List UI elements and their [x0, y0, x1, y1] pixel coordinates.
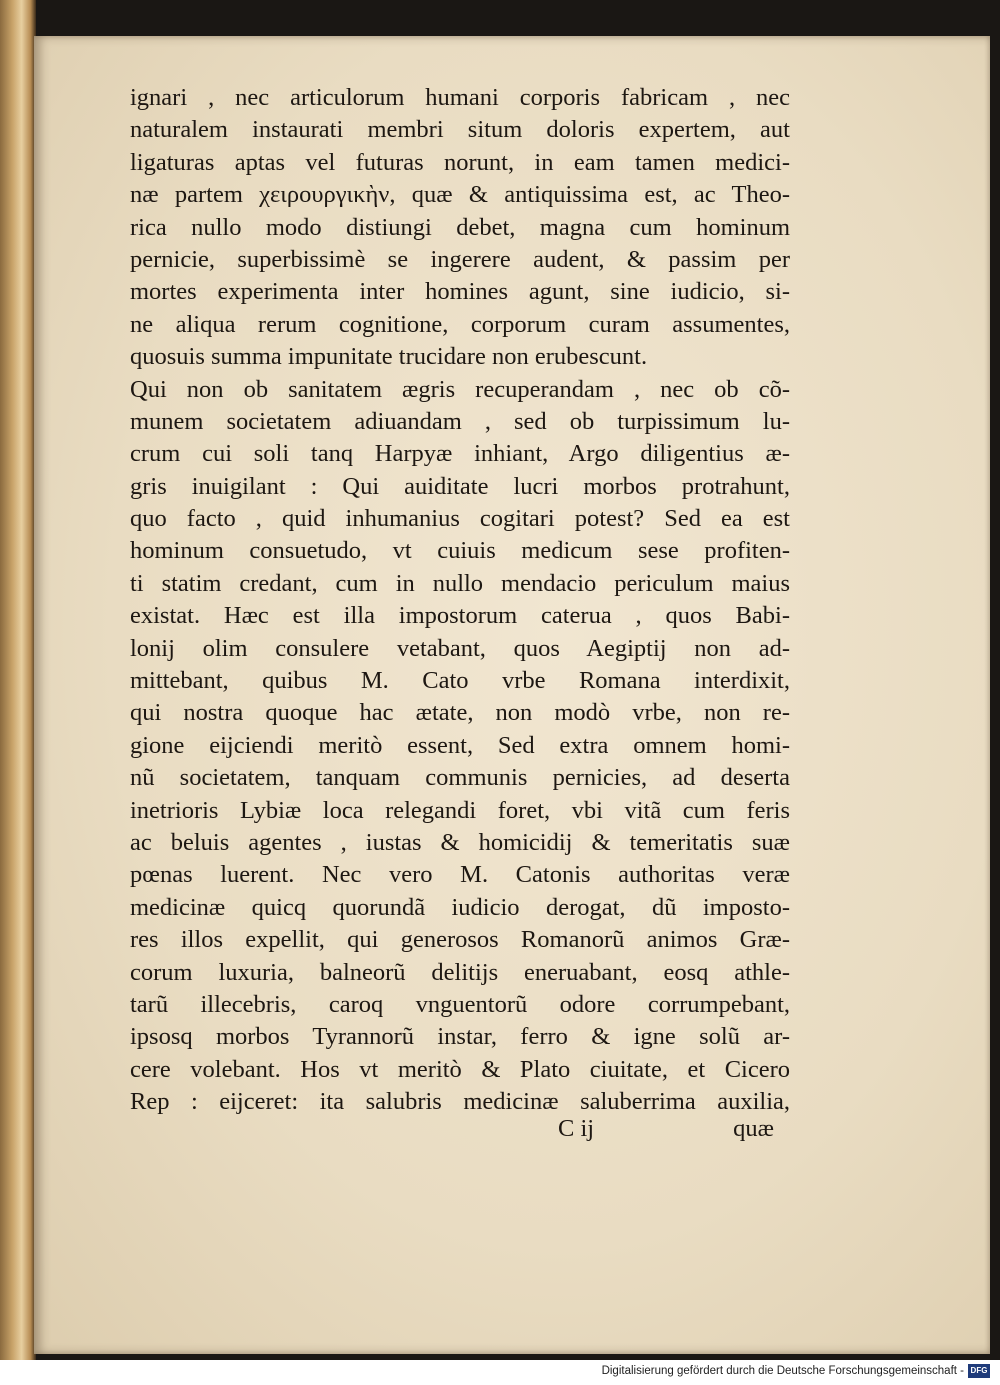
book-edge — [0, 0, 36, 1360]
text-line: lonij olim consulere vetabant, quos Aegiptij non ad- — [130, 634, 790, 662]
text-line: hominum consuetudo, vt cuiuis medicum sese profiten- — [130, 537, 790, 565]
text-line: tarũ illecebris, caroq vnguentorũ odore corrumpebant, — [130, 990, 790, 1018]
text-line: rica nullo modo distiungi debet, magna cum hominum — [130, 213, 790, 241]
dfg-logo-icon: DFG — [968, 1364, 990, 1378]
text-line: medicinæ quicq quorundã iudicio derogat, dũ imposto- — [130, 893, 790, 921]
text-line: ne aliqua rerum cognitione, corporum curam assumentes, — [130, 310, 790, 338]
text-line: ligaturas aptas vel futuras norunt, in eam tamen medici- — [130, 148, 790, 176]
footer-bar — [0, 1360, 1000, 1385]
text-line: quosuis summa impunitate trucidare non erubescunt. — [130, 343, 648, 371]
text-line: Rep : eijceret: ita salubris medicinæ saluberrima auxilia, — [130, 1088, 790, 1116]
text-line: nũ societatem, tanquam communis pernicies, ad deserta — [130, 764, 790, 792]
text-line: mortes experimenta inter homines agunt, sine iudicio, si- — [130, 278, 790, 306]
signature-line — [130, 1112, 790, 1146]
text-line: gione eijciendi meritò essent, Sed extra omnem homi- — [130, 731, 790, 759]
text-line: ti statim credant, cum in nullo mendacio periculum maius — [130, 569, 790, 597]
text-line: ac beluis agentes , iustas & homicidij & temeritatis suæ — [130, 828, 790, 856]
text-line: mittebant, quibus M. Cato vrbe Romana interdixit, — [130, 667, 790, 695]
text-line: næ partem χειρουργικὴν, quæ & antiquissima est, ac Theo- — [130, 181, 790, 209]
text-line: munem societatem adiuandam , sed ob turpissimum lu- — [130, 407, 790, 435]
text-line: res illos expellit, qui generosos Romanorũ animos Græ- — [130, 926, 790, 954]
text-line: ipsosq morbos Tyrannorũ instar, ferro & igne solũ ar- — [130, 1023, 790, 1051]
signature-mark: C ij — [558, 1115, 595, 1142]
text-line: crum cui soli tanq Harpyæ inhiant, Argo diligentius æ- — [130, 440, 790, 468]
text-block — [130, 82, 790, 1119]
text-line: existat. Hæc est illa impostorum caterua , quos Babi- — [130, 602, 790, 630]
text-line: pernicie, superbissimè se ingerere audent, & passim per — [130, 245, 790, 273]
text-line: inetrioris Lybiæ loca relegandi foret, vbi vitã cum feris — [130, 796, 790, 824]
text-line: naturalem instaurati membri situm doloris expertem, aut — [130, 116, 790, 144]
text-line: corum luxuria, balneorũ delitijs eneruabant, eosq athle- — [130, 958, 790, 986]
text-line: pœnas luerent. Nec vero M. Catonis authoritas veræ — [130, 861, 790, 889]
catchword: quæ — [733, 1115, 774, 1142]
text-line: qui nostra quoque hac ætate, non modò vrbe, non re- — [130, 699, 790, 727]
text-line: quo facto , quid inhumanius cogitari potest? Sed ea est — [130, 505, 790, 533]
funding-credit: Digitalisierung gefördert durch die Deutsche Forschungsgemeinschaft - — [601, 1365, 964, 1377]
text-line: cere volebant. Hos vt meritò & Plato ciuitate, et Cicero — [130, 1055, 790, 1083]
text-line: gris inuigilant : Qui auiditate lucri morbos protrahunt, — [130, 472, 790, 500]
text-line: Qui non ob sanitatem ægris recuperandam , nec ob cõ- — [130, 375, 790, 403]
text-line: ignari , nec articulorum humani corporis fabricam , nec — [130, 84, 790, 111]
